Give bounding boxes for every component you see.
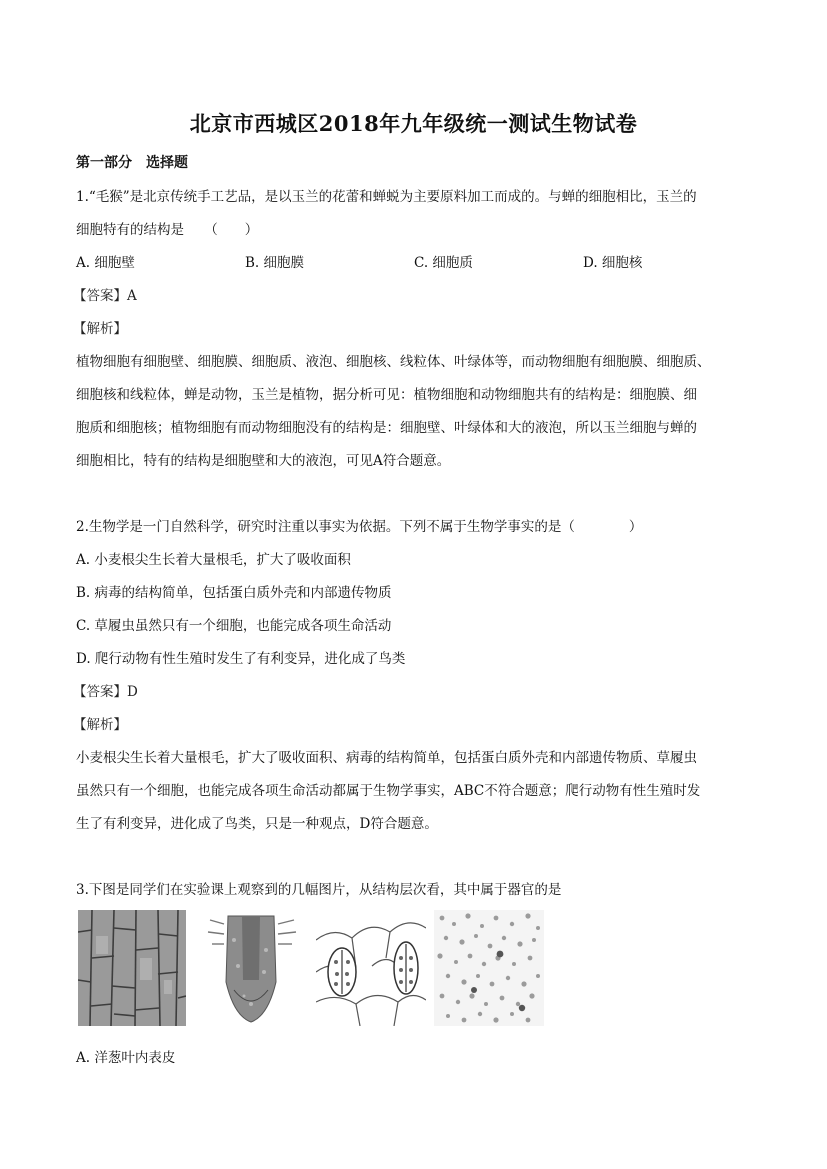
question-3-stem: 3.下图是同学们在实验课上观察到的几幅图片，从结构层次看，其中属于器官的是 — [76, 882, 562, 898]
q3-option-a: A. 洋葱叶内表皮 — [76, 1050, 176, 1066]
q3-figure-row — [76, 910, 556, 1030]
question-2-stem: 2.生物学是一门自然科学，研究时注重以事实为依据。下列不属于生物学事实的是（ ） — [76, 519, 643, 535]
q1-analysis-line: 细胞相比，特有的结构是细胞壁和大的液泡，可见A符合题意。 — [76, 453, 451, 469]
q1-option-a: A. 细胞壁 — [76, 255, 135, 271]
onion-epidermis-image — [78, 910, 186, 1026]
q1-analysis-line: 植物细胞有细胞壁、细胞膜、细胞质、液泡、细胞核、线粒体、叶绿体等，而动物细胞有细胞膜、细胞质、 — [76, 354, 711, 370]
q1-option-d: D. 细胞核 — [583, 255, 643, 271]
question-1-stem: 1.“毛猴”是北京传统手工艺品，是以玉兰的花蕾和蝉蜕为主要原料加工而成的。与蝉的细胞相比，玉兰的 — [76, 189, 697, 205]
q2-analysis-line: 生了有利变异，进化成了鸟类，只是一种观点，D符合题意。 — [76, 816, 438, 832]
q1-analysis-line: 细胞核和线粒体，蝉是动物，玉兰是植物，据分析可见：植物细胞和动物细胞共有的结构是：细胞膜、细 — [76, 387, 697, 403]
q1-answer: 【答案】A — [73, 288, 137, 304]
q2-option-b: B. 病毒的结构简单，包括蛋白质外壳和内部遗传物质 — [76, 585, 392, 601]
stomata-image — [316, 910, 426, 1026]
page-title: 北京市西城区2018年九年级统一测试生物试卷 — [189, 111, 638, 136]
q2-analysis-label: 【解析】 — [73, 717, 127, 733]
q2-analysis-line: 小麦根尖生长着大量根毛，扩大了吸收面积、病毒的结构简单，包括蛋白质外壳和内部遗传物质、草履虫 — [76, 750, 697, 766]
root-tip-image — [204, 910, 300, 1026]
q2-answer: 【答案】D — [73, 684, 138, 700]
q2-option-c: C. 草履虫虽然只有一个细胞，也能完成各项生命活动 — [76, 618, 392, 634]
q1-option-c: C. 细胞质 — [414, 255, 473, 271]
question-1-stem-cont: 细胞特有的结构是 （ ） — [76, 222, 259, 238]
section-heading: 第一部分 选择题 — [76, 155, 188, 171]
blood-smear-image — [434, 910, 544, 1026]
q1-analysis-label: 【解析】 — [73, 321, 127, 337]
q2-option-a: A. 小麦根尖生长着大量根毛，扩大了吸收面积 — [76, 552, 351, 568]
q2-analysis-line: 虽然只有一个细胞，也能完成各项生命活动都属于生物学事实，ABC不符合题意；爬行动物有性生殖时发 — [76, 783, 701, 799]
q2-option-d: D. 爬行动物有性生殖时发生了有利变异，进化成了鸟类 — [76, 651, 406, 667]
q1-analysis-line: 胞质和细胞核；植物细胞有而动物细胞没有的结构是：细胞壁、叶绿体和大的液泡，所以玉兰细胞与蝉的 — [76, 420, 697, 436]
q1-option-b: B. 细胞膜 — [245, 255, 305, 271]
